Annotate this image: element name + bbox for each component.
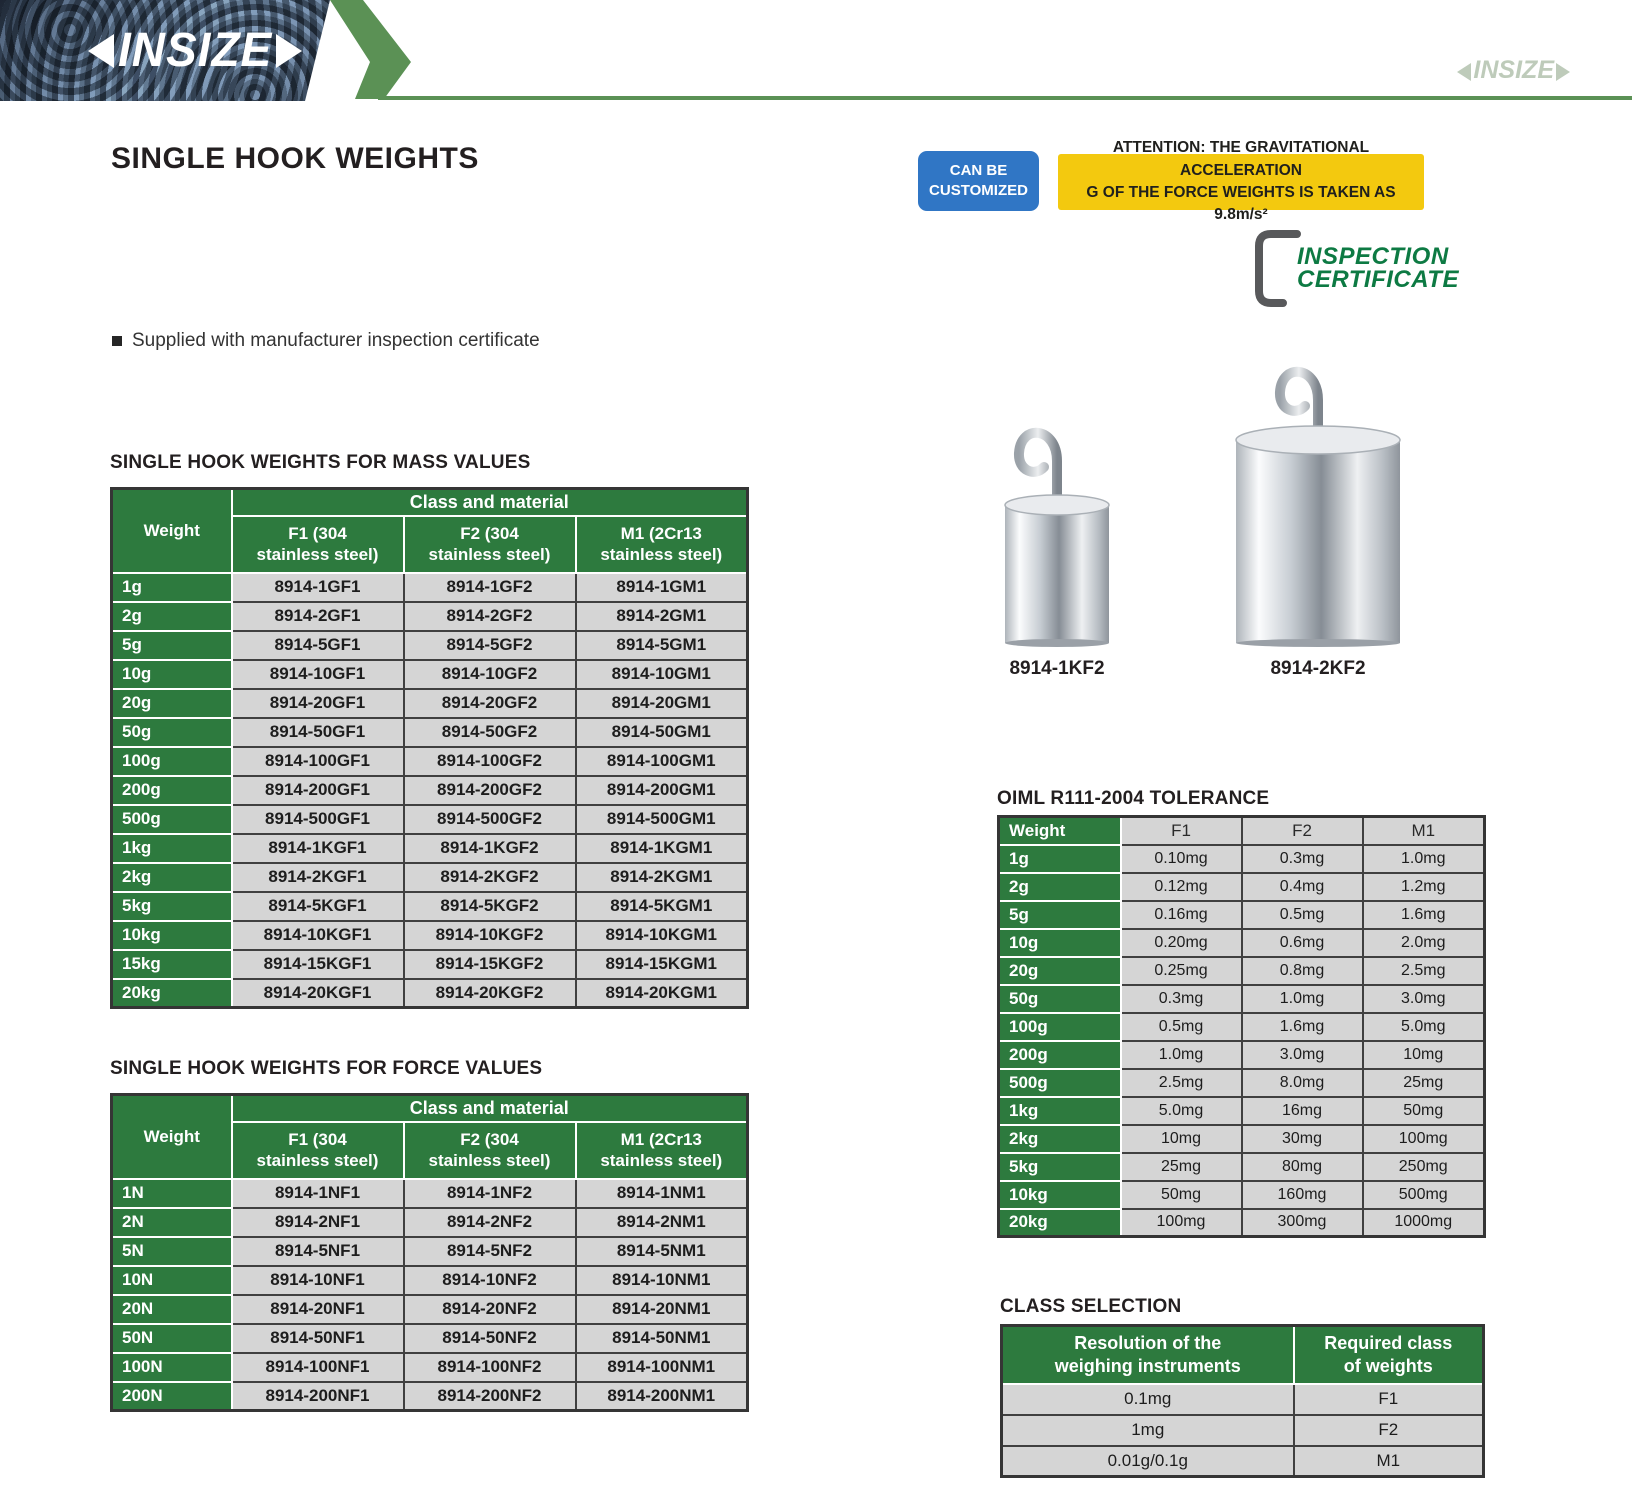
table-row	[999, 845, 1485, 873]
value-cell: 8914-100GF2	[404, 747, 576, 776]
weight-cell: 100g	[999, 1013, 1121, 1041]
value-cell: 2.5mg	[1363, 957, 1485, 985]
value-cell: 8914-10NF2	[404, 1266, 576, 1295]
table-row	[999, 1041, 1485, 1069]
value-cell: 100mg	[1121, 1209, 1242, 1237]
value-cell: 1.2mg	[1363, 873, 1485, 901]
value-cell: 0.5mg	[1242, 901, 1363, 929]
value-cell: 8914-1NF2	[404, 1179, 576, 1208]
value-cell: 25mg	[1363, 1069, 1485, 1097]
value-cell: 8914-1GF2	[404, 573, 576, 602]
column-header: F2	[1242, 817, 1363, 845]
value-cell: 0.8mg	[1242, 957, 1363, 985]
weight-cell: 5g	[112, 631, 232, 660]
value-cell: 8914-2NF2	[404, 1208, 576, 1237]
force-table	[110, 1093, 749, 1412]
column-header: F1 (304 stainless steel)	[232, 1122, 404, 1179]
value-cell: 160mg	[1242, 1181, 1363, 1209]
value-cell: 8914-2NM1	[576, 1208, 748, 1237]
value-cell: 3.0mg	[1363, 985, 1485, 1013]
table-row	[112, 1324, 748, 1353]
value-cell: 8914-2KGF1	[232, 863, 404, 892]
insize-logo-text: INSIZE	[118, 21, 273, 77]
table-row	[112, 747, 748, 776]
value-cell: 8914-5GM1	[576, 631, 748, 660]
value-cell: 25mg	[1121, 1153, 1242, 1181]
weight-cell: 200N	[112, 1382, 232, 1411]
value-cell: 500mg	[1363, 1181, 1485, 1209]
table-row	[999, 1097, 1485, 1125]
table-row	[112, 1353, 748, 1382]
weight-cell: 10N	[112, 1266, 232, 1295]
table-row	[112, 1237, 748, 1266]
value-cell: 8914-50NF2	[404, 1324, 576, 1353]
value-cell: 8914-10NM1	[576, 1266, 748, 1295]
table-row	[999, 929, 1485, 957]
bullet-square-icon	[112, 336, 122, 346]
value-cell: 8914-5NF2	[404, 1237, 576, 1266]
value-cell: 100mg	[1363, 1125, 1485, 1153]
table-row	[999, 1013, 1485, 1041]
weight-cell: 1kg	[999, 1097, 1121, 1125]
table-row	[999, 1209, 1485, 1237]
table-row	[999, 1181, 1485, 1209]
table-row	[112, 631, 748, 660]
certificate-line2: CERTIFICATE	[1297, 266, 1459, 293]
badge-line: G OF THE FORCE WEIGHTS IS TAKEN AS 9.8m/s²	[1086, 184, 1396, 224]
value-cell: 2.0mg	[1363, 929, 1485, 957]
table-row	[112, 776, 748, 805]
value-cell: 8914-1GF1	[232, 573, 404, 602]
column-header: Resolution of the weighing instruments	[1002, 1326, 1294, 1384]
weight-cell: 10g	[112, 660, 232, 689]
feature-text: Supplied with manufacturer inspection certificate	[132, 330, 540, 351]
weight-cell: 500g	[999, 1069, 1121, 1097]
weight-cell: 2N	[112, 1208, 232, 1237]
class-selection-title: CLASS SELECTION	[1000, 1296, 1182, 1317]
value-cell: 8914-10KGF1	[232, 921, 404, 950]
value-cell: 8914-50NF1	[232, 1324, 404, 1353]
table-row	[112, 660, 748, 689]
value-cell: 5.0mg	[1121, 1097, 1242, 1125]
value-cell: 8914-20KGF2	[404, 979, 576, 1008]
hook-weight-icon	[991, 365, 1123, 647]
class-selection-table	[1000, 1324, 1485, 1478]
table-row	[1002, 1384, 1484, 1415]
right-arrow-icon	[276, 34, 302, 68]
column-header: F2 (304 stainless steel)	[404, 516, 576, 573]
value-cell: 8914-20GF1	[232, 689, 404, 718]
value-cell: 0.6mg	[1242, 929, 1363, 957]
value-cell: 8914-2NF1	[232, 1208, 404, 1237]
table-row	[999, 1069, 1485, 1097]
value-cell: 30mg	[1242, 1125, 1363, 1153]
value-cell: 8914-10GF2	[404, 660, 576, 689]
value-cell: 1.0mg	[1363, 845, 1485, 873]
table-row	[999, 873, 1485, 901]
weight-cell: 500g	[112, 805, 232, 834]
value-cell: 8914-10KGF2	[404, 921, 576, 950]
value-cell: 0.4mg	[1242, 873, 1363, 901]
value-cell: 8914-100NF2	[404, 1353, 576, 1382]
weight-cell: 200g	[112, 776, 232, 805]
weight-cell: 2kg	[112, 863, 232, 892]
value-cell: 10mg	[1363, 1041, 1485, 1069]
weight-cell: 5kg	[999, 1153, 1121, 1181]
weight-cell: 1g	[112, 573, 232, 602]
table-row	[112, 1295, 748, 1324]
weight-cell: 10kg	[999, 1181, 1121, 1209]
column-header: F1 (304 stainless steel)	[232, 516, 404, 573]
badge-line: CUSTOMIZED	[929, 182, 1028, 199]
value-cell: 8914-20KGM1	[576, 979, 748, 1008]
value-cell: 0.1mg	[1002, 1384, 1294, 1415]
weight-cell: 50N	[112, 1324, 232, 1353]
value-cell: 8914-10NF1	[232, 1266, 404, 1295]
value-cell: 0.10mg	[1121, 845, 1242, 873]
feature-bullet	[112, 330, 540, 352]
value-cell: 8914-100GM1	[576, 747, 748, 776]
table-row	[112, 1382, 748, 1411]
value-cell: 8914-1KGM1	[576, 834, 748, 863]
badge-line: ATTENTION: THE GRAVITATIONAL ACCELERATION	[1112, 139, 1370, 179]
weight-header-cell: Weight	[112, 1095, 232, 1179]
value-cell: 8914-20NF1	[232, 1295, 404, 1324]
weight-header-cell: Weight	[112, 489, 232, 573]
group-header-cell: Class and material	[232, 1095, 748, 1122]
value-cell: 8914-5KGF1	[232, 892, 404, 921]
value-cell: 0.01g/0.1g	[1002, 1446, 1294, 1477]
weight-cell: 10kg	[112, 921, 232, 950]
insize-watermark-logo	[1457, 58, 1570, 85]
table-row	[999, 957, 1485, 985]
weight-cell: 5N	[112, 1237, 232, 1266]
table-row	[1002, 1446, 1484, 1477]
value-cell: 0.16mg	[1121, 901, 1242, 929]
weight-cell: 1g	[999, 845, 1121, 873]
value-cell: 8914-1KGF2	[404, 834, 576, 863]
group-header-cell: Class and material	[232, 489, 748, 516]
weight-cell: 20g	[999, 957, 1121, 985]
value-cell: 8914-5NF1	[232, 1237, 404, 1266]
value-cell: 8914-2KGF2	[404, 863, 576, 892]
value-cell: 8914-100GF1	[232, 747, 404, 776]
page-title: SINGLE HOOK WEIGHTS	[111, 142, 479, 175]
table-row	[999, 985, 1485, 1013]
header-rule	[378, 96, 1632, 100]
value-cell: 8914-20KGF1	[232, 979, 404, 1008]
value-cell: 8914-200GF2	[404, 776, 576, 805]
table-row	[112, 1266, 748, 1295]
table-row	[999, 901, 1485, 929]
value-cell: 8914-5GF2	[404, 631, 576, 660]
value-cell: 8914-5NM1	[576, 1237, 748, 1266]
value-cell: 8914-10GM1	[576, 660, 748, 689]
value-cell: 0.3mg	[1242, 845, 1363, 873]
value-cell: 8914-20NF2	[404, 1295, 576, 1324]
table-row	[112, 805, 748, 834]
value-cell: 8914-2KGM1	[576, 863, 748, 892]
value-cell: 1.6mg	[1242, 1013, 1363, 1041]
value-cell: F1	[1294, 1384, 1484, 1415]
weight-cell: 100N	[112, 1353, 232, 1382]
product-model-label: 8914-1KF2	[1009, 658, 1105, 679]
watermark-text: INSIZE	[1473, 56, 1554, 84]
value-cell: 8914-100NM1	[576, 1353, 748, 1382]
product-figure-1	[952, 365, 1162, 680]
value-cell: 8914-15KGM1	[576, 950, 748, 979]
column-header: Required class of weights	[1294, 1326, 1484, 1384]
value-cell: 8914-50GF2	[404, 718, 576, 747]
value-cell: 0.25mg	[1121, 957, 1242, 985]
value-cell: 10mg	[1121, 1125, 1242, 1153]
weight-cell: 15kg	[112, 950, 232, 979]
value-cell: 1.0mg	[1121, 1041, 1242, 1069]
weight-cell: 100g	[112, 747, 232, 776]
value-cell: 8914-200GF1	[232, 776, 404, 805]
value-cell: 8914-200GM1	[576, 776, 748, 805]
table-row	[112, 834, 748, 863]
value-cell: 0.3mg	[1121, 985, 1242, 1013]
column-header: F1	[1121, 817, 1242, 845]
value-cell: F2	[1294, 1415, 1484, 1446]
value-cell: 8914-10GF1	[232, 660, 404, 689]
mass-table	[110, 487, 749, 1009]
value-cell: 8914-1GM1	[576, 573, 748, 602]
product-model-label: 8914-2KF2	[1270, 658, 1366, 679]
value-cell: 8914-2GM1	[576, 602, 748, 631]
certificate-line1: INSPECTION	[1297, 243, 1449, 271]
tolerance-table	[997, 815, 1486, 1238]
value-cell: 0.20mg	[1121, 929, 1242, 957]
weight-cell: 1kg	[112, 834, 232, 863]
value-cell: 80mg	[1242, 1153, 1363, 1181]
value-cell: 8914-200NF1	[232, 1382, 404, 1411]
table-row	[999, 1125, 1485, 1153]
value-cell: 8914-500GF2	[404, 805, 576, 834]
value-cell: 8914-500GM1	[576, 805, 748, 834]
value-cell: 8914-10KGM1	[576, 921, 748, 950]
weight-cell: 50g	[999, 985, 1121, 1013]
weight-cell: 2g	[999, 873, 1121, 901]
table-row	[112, 921, 748, 950]
table-row	[112, 892, 748, 921]
weight-cell: 10g	[999, 929, 1121, 957]
value-cell: 8914-2GF2	[404, 602, 576, 631]
value-cell: 8914-20GF2	[404, 689, 576, 718]
mass-table-title: SINGLE HOOK WEIGHTS FOR MASS VALUES	[110, 452, 531, 473]
weight-cell: 20kg	[999, 1209, 1121, 1237]
value-cell: 8914-5KGF2	[404, 892, 576, 921]
table-row	[112, 602, 748, 631]
value-cell: 16mg	[1242, 1097, 1363, 1125]
weight-cell: 20kg	[112, 979, 232, 1008]
value-cell: 50mg	[1363, 1097, 1485, 1125]
weight-cell: 2kg	[999, 1125, 1121, 1153]
value-cell: 8914-1NF1	[232, 1179, 404, 1208]
value-cell: 0.12mg	[1121, 873, 1242, 901]
value-cell: 50mg	[1121, 1181, 1242, 1209]
weight-header-cell: Weight	[999, 817, 1121, 845]
value-cell: 8914-100NF1	[232, 1353, 404, 1382]
value-cell: 1mg	[1002, 1415, 1294, 1446]
weight-cell: 20g	[112, 689, 232, 718]
hook-weight-icon	[1230, 360, 1406, 647]
weight-cell: 2g	[112, 602, 232, 631]
table-row	[112, 979, 748, 1008]
product-figure-2	[1218, 360, 1418, 680]
table-row	[1002, 1415, 1484, 1446]
force-table-title: SINGLE HOOK WEIGHTS FOR FORCE VALUES	[110, 1058, 543, 1079]
inspection-certificate-badge	[1253, 229, 1459, 309]
value-cell: 8914-15KGF2	[404, 950, 576, 979]
right-arrow-icon	[1556, 63, 1570, 81]
column-header: M1 (2Cr13 stainless steel)	[576, 516, 748, 573]
value-cell: 1.6mg	[1363, 901, 1485, 929]
value-cell: 5.0mg	[1363, 1013, 1485, 1041]
value-cell: 250mg	[1363, 1153, 1485, 1181]
table-row	[112, 1208, 748, 1237]
weight-cell: 5kg	[112, 892, 232, 921]
insize-logo	[88, 21, 302, 77]
weight-cell: 20N	[112, 1295, 232, 1324]
value-cell: 0.5mg	[1121, 1013, 1242, 1041]
value-cell: 8914-50GM1	[576, 718, 748, 747]
certificate-label	[1297, 243, 1459, 293]
value-cell: 8914-1KGF1	[232, 834, 404, 863]
can-be-customized-badge	[918, 151, 1039, 211]
value-cell: 8914-15KGF1	[232, 950, 404, 979]
table-row	[112, 863, 748, 892]
column-header: M1	[1363, 817, 1485, 845]
tolerance-table-title: OIML R111-2004 TOLERANCE	[997, 788, 1270, 809]
column-header: F2 (304 stainless steel)	[404, 1122, 576, 1179]
value-cell: 2.5mg	[1121, 1069, 1242, 1097]
weight-cell: 50g	[112, 718, 232, 747]
value-cell: 8914-1NM1	[576, 1179, 748, 1208]
table-row	[112, 689, 748, 718]
weight-cell: 200g	[999, 1041, 1121, 1069]
value-cell: 3.0mg	[1242, 1041, 1363, 1069]
weight-cell: 5g	[999, 901, 1121, 929]
value-cell: 8914-5GF1	[232, 631, 404, 660]
value-cell: 8914-50NM1	[576, 1324, 748, 1353]
table-row	[112, 573, 748, 602]
value-cell: 8914-200NF2	[404, 1382, 576, 1411]
weight-cell: 1N	[112, 1179, 232, 1208]
value-cell: 1.0mg	[1242, 985, 1363, 1013]
value-cell: 8914-20NM1	[576, 1295, 748, 1324]
value-cell: 300mg	[1242, 1209, 1363, 1237]
left-arrow-icon	[1457, 63, 1471, 81]
table-row	[112, 718, 748, 747]
value-cell: 8914-20GM1	[576, 689, 748, 718]
value-cell: 8914-500GF1	[232, 805, 404, 834]
value-cell: 1000mg	[1363, 1209, 1485, 1237]
table-row	[112, 950, 748, 979]
left-arrow-icon	[88, 34, 114, 68]
value-cell: 8914-2GF1	[232, 602, 404, 631]
table-row	[112, 1179, 748, 1208]
attention-badge	[1058, 139, 1424, 224]
value-cell: 8914-200NM1	[576, 1382, 748, 1411]
column-header: M1 (2Cr13 stainless steel)	[576, 1122, 748, 1179]
value-cell: 8.0mg	[1242, 1069, 1363, 1097]
table-row	[999, 1153, 1485, 1181]
value-cell: M1	[1294, 1446, 1484, 1477]
value-cell: 8914-5KGM1	[576, 892, 748, 921]
badge-line: CAN BE	[949, 161, 1008, 179]
value-cell: 8914-50GF1	[232, 718, 404, 747]
